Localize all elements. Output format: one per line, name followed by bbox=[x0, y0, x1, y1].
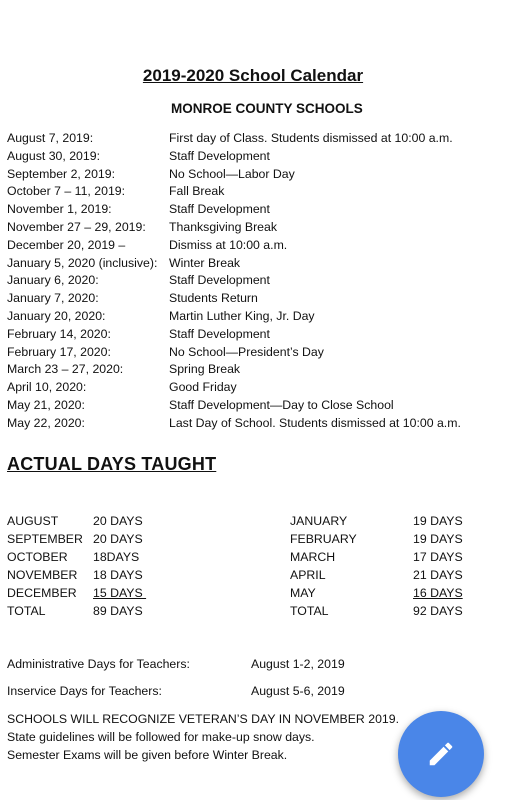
calendar-date: January 7, 2020: bbox=[7, 291, 99, 305]
month-label: SEPTEMBER bbox=[7, 532, 83, 546]
pencil-icon bbox=[426, 739, 456, 769]
calendar-date: September 2, 2019: bbox=[7, 167, 116, 181]
calendar-date: August 7, 2019: bbox=[7, 131, 94, 145]
days-taught-heading: ACTUAL DAYS TAUGHT bbox=[7, 454, 217, 474]
note-line: State guidelines will be followed for make-up snow days. bbox=[7, 730, 315, 744]
teacher-days-label: Inservice Days for Teachers: bbox=[7, 684, 162, 698]
calendar-date: December 20, 2019 – bbox=[7, 238, 126, 252]
calendar-date: August 30, 2019: bbox=[7, 149, 100, 163]
calendar-event: Staff Development bbox=[169, 149, 270, 163]
note-line: SCHOOLS WILL RECOGNIZE VETERAN’S DAY IN NOVEMBER 2019. bbox=[7, 712, 400, 726]
calendar-event: Staff Development—Day to Close School bbox=[169, 398, 394, 412]
days-value: 19 DAYS bbox=[413, 514, 463, 528]
calendar-event: Staff Development bbox=[169, 202, 270, 216]
calendar-event: Good Friday bbox=[169, 380, 237, 394]
calendar-date: May 21, 2020: bbox=[7, 398, 85, 412]
note-line: Semester Exams will be given before Winter Break. bbox=[7, 748, 288, 762]
calendar-event: Martin Luther King, Jr. Day bbox=[169, 309, 315, 323]
month-label: DECEMBER bbox=[7, 586, 77, 600]
month-label: AUGUST bbox=[7, 514, 59, 528]
days-value: 16 DAYS bbox=[413, 586, 463, 600]
page-title: 2019-2020 School Calendar bbox=[142, 66, 364, 85]
calendar-event: Thanksgiving Break bbox=[169, 220, 277, 234]
calendar-event: Winter Break bbox=[169, 256, 241, 270]
calendar-date: February 17, 2020: bbox=[7, 345, 111, 359]
calendar-date: January 20, 2020: bbox=[7, 309, 106, 323]
calendar-event: Last Day of School. Students dismissed at 10:00 a.m. bbox=[169, 416, 461, 430]
calendar-event: Students Return bbox=[169, 291, 258, 305]
calendar-event: First day of Class. Students dismissed at 10:00 a.m. bbox=[169, 131, 453, 145]
calendar-date: February 14, 2020: bbox=[7, 327, 111, 341]
total-value: 89 DAYS bbox=[93, 604, 143, 618]
month-label: NOVEMBER bbox=[7, 568, 78, 582]
calendar-date: January 6, 2020: bbox=[7, 273, 99, 287]
total-value: 92 DAYS bbox=[413, 604, 463, 618]
calendar-date: March 23 – 27, 2020: bbox=[7, 362, 124, 376]
days-value: 15 DAYS bbox=[93, 586, 147, 600]
total-label: TOTAL bbox=[7, 604, 46, 618]
calendar-event: Staff Development bbox=[169, 273, 270, 287]
calendar-event: Fall Break bbox=[169, 184, 225, 198]
days-value: 17 DAYS bbox=[413, 550, 463, 564]
month-label: JANUARY bbox=[290, 514, 348, 528]
calendar-event: Staff Development bbox=[169, 327, 270, 341]
month-label: MARCH bbox=[290, 550, 336, 564]
month-label: FEBRUARY bbox=[290, 532, 357, 546]
days-value: 20 DAYS bbox=[93, 514, 143, 528]
month-label: OCTOBER bbox=[7, 550, 68, 564]
calendar-date: January 5, 2020 (inclusive): bbox=[7, 256, 158, 270]
days-value: 21 DAYS bbox=[413, 568, 463, 582]
page-subtitle: MONROE COUNTY SCHOOLS bbox=[171, 101, 363, 116]
teacher-days-label: Administrative Days for Teachers: bbox=[7, 657, 190, 671]
calendar-date: October 7 – 11, 2019: bbox=[7, 184, 126, 198]
calendar-event: Spring Break bbox=[169, 362, 241, 376]
teacher-days-value: August 5-6, 2019 bbox=[251, 684, 345, 698]
days-value: 19 DAYS bbox=[413, 532, 463, 546]
calendar-date: November 1, 2019: bbox=[7, 202, 112, 216]
teacher-days-value: August 1-2, 2019 bbox=[251, 657, 345, 671]
calendar-date: May 22, 2020: bbox=[7, 416, 85, 430]
days-value: 20 DAYS bbox=[93, 532, 143, 546]
days-value: 18 DAYS bbox=[93, 568, 143, 582]
month-label: APRIL bbox=[290, 568, 326, 582]
calendar-date: November 27 – 29, 2019: bbox=[7, 220, 146, 234]
calendar-event: No School—Labor Day bbox=[169, 167, 295, 181]
days-value: 18DAYS bbox=[93, 550, 140, 564]
calendar-event: No School—President’s Day bbox=[169, 345, 324, 359]
total-label: TOTAL bbox=[290, 604, 329, 618]
month-label: MAY bbox=[290, 586, 316, 600]
calendar-event: Dismiss at 10:00 a.m. bbox=[169, 238, 288, 252]
calendar-date: April 10, 2020: bbox=[7, 380, 87, 394]
edit-fab-button[interactable] bbox=[398, 711, 484, 797]
